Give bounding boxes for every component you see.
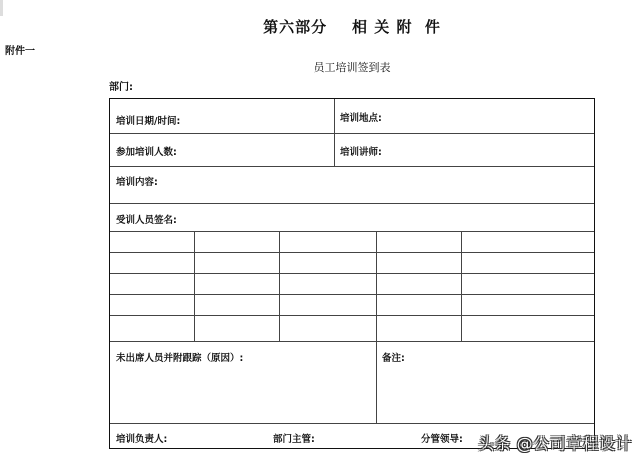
absentee-followup-label: 未出席人员并附跟踪（原因）: xyxy=(116,353,244,364)
department-supervisor-label: 部门主管: xyxy=(273,434,315,445)
training-signin-table xyxy=(109,98,595,449)
grid-row-divider xyxy=(110,294,594,295)
row-divider xyxy=(110,341,594,342)
training-content-label: 培训内容: xyxy=(116,177,158,188)
form-title: 员工培训签到表 xyxy=(313,61,391,74)
row-divider xyxy=(110,166,594,167)
department-label: 部门: xyxy=(109,82,133,93)
grid-column-divider xyxy=(461,231,462,341)
column-divider xyxy=(334,99,335,166)
training-date-time-label: 培训日期/时间: xyxy=(116,116,181,127)
edge-artifact xyxy=(0,0,3,16)
annex-label: 附件一 xyxy=(5,46,35,57)
division-leader-label: 分管领导: xyxy=(421,434,463,445)
row-divider xyxy=(110,133,594,134)
row-divider xyxy=(110,203,594,204)
grid-row-divider xyxy=(110,273,594,274)
remarks-label: 备注: xyxy=(382,353,405,364)
participant-count-label: 参加培训人数: xyxy=(116,147,177,158)
grid-column-divider xyxy=(194,231,195,341)
trainee-signature-label: 受训人员签名: xyxy=(116,215,177,226)
grid-column-divider xyxy=(376,231,377,423)
section-title: 第六部分 相 关 附 件 xyxy=(263,18,441,36)
trainer-label: 培训讲师: xyxy=(340,147,382,158)
row-divider xyxy=(110,423,594,424)
watermark: 头条 @公司章程设计 xyxy=(478,434,633,453)
grid-column-divider xyxy=(279,231,280,341)
row-divider xyxy=(110,231,594,232)
grid-row-divider xyxy=(110,252,594,253)
grid-row-divider xyxy=(110,315,594,316)
training-owner-label: 培训负责人: xyxy=(116,434,168,445)
training-location-label: 培训地点: xyxy=(340,113,382,124)
